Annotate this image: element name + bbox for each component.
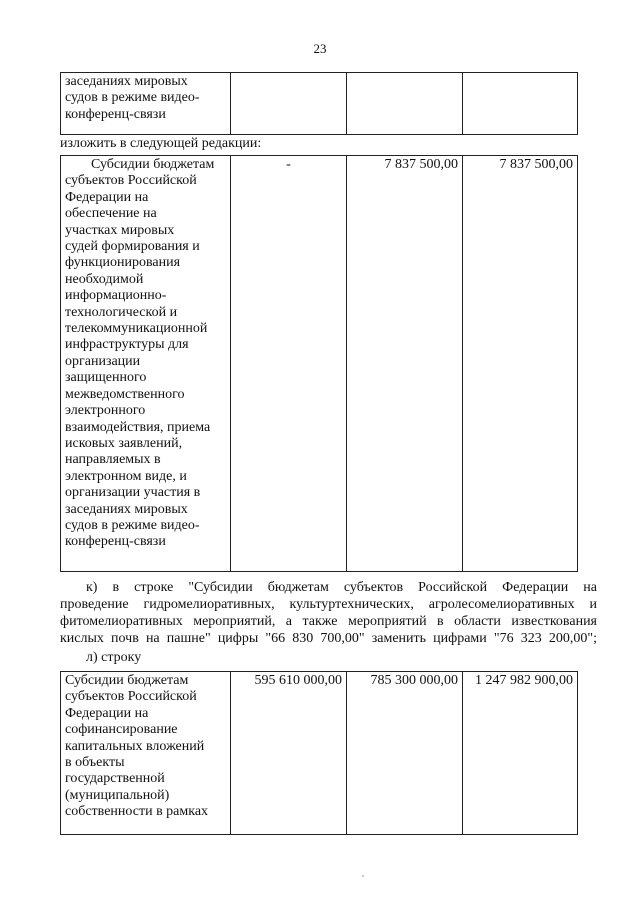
paragraph-line: кислых почв на пашне" цифры "66 830 700,00" заменить цифрами "76 323 200,00"; xyxy=(60,631,597,646)
cell-line: судов в режиме видео- xyxy=(65,517,200,533)
cell-line: государственной xyxy=(65,771,165,787)
cell-line: собственности в рамках xyxy=(65,804,209,820)
instruction-text: изложить в следующей редакции: xyxy=(60,136,262,151)
cell-line: заседаниях мировых xyxy=(65,501,188,517)
table-cell-empty xyxy=(463,73,578,135)
table-cell-empty xyxy=(231,73,347,135)
cell-line: капитальных вложений xyxy=(65,738,205,754)
cell-line: обеспечение на xyxy=(65,206,157,222)
cell-line: необходимой xyxy=(65,271,144,287)
cell-line: судов в режиме видео- xyxy=(65,90,200,106)
table-row xyxy=(61,156,578,572)
cell-line: информационно- xyxy=(65,288,167,304)
table-cell-name xyxy=(61,73,231,135)
cell-line: инфраструктуры для xyxy=(65,337,189,353)
table-cell-name xyxy=(61,156,231,572)
cell-line: телекоммуникационной xyxy=(65,321,208,337)
cell-line: электронном виде, и xyxy=(65,468,187,484)
cell-line: исковых заявлений, xyxy=(65,435,183,451)
paragraph-k xyxy=(60,579,597,647)
table-cell-2020: 7 837 500,00 xyxy=(347,156,463,572)
cell-line: судей формирования и xyxy=(65,239,200,255)
cell-line: субъектов Российской xyxy=(65,689,197,705)
cell-line: участках мировых xyxy=(65,222,175,238)
table-fragment-2 xyxy=(60,155,578,572)
cell-line: межведомственного xyxy=(65,386,185,402)
cell-line: конференц-связи xyxy=(65,534,166,550)
table-fragment-3 xyxy=(60,671,578,835)
page-number: 23 xyxy=(313,41,327,56)
cell-line: конференц-связи xyxy=(65,106,166,122)
cell-line: заседаниях мировых xyxy=(65,74,188,89)
table-cell-name xyxy=(61,672,231,835)
cell-line: технологической и xyxy=(65,304,178,320)
cell-line: субъектов Российской xyxy=(65,173,197,189)
cell-line: организации участия в xyxy=(65,485,201,501)
cell-line: электронного xyxy=(65,403,146,419)
cell-line: Субсидии бюджетам xyxy=(65,673,189,688)
cell-line: взаимодействия, приема xyxy=(65,419,211,435)
scan-speck xyxy=(362,875,364,877)
cell-line: направляемых в xyxy=(65,452,161,468)
cell-line: Федерации на xyxy=(65,189,149,205)
table-cell-2020: 785 300 000,00 xyxy=(347,672,463,835)
table-cell-2021: 7 837 500,00 xyxy=(463,156,578,572)
cell-line: в объекты xyxy=(65,755,125,771)
cell-line: защищенного xyxy=(65,370,147,386)
cell-line: организации xyxy=(65,353,141,369)
table-cell-2019: 595 610 000,00 xyxy=(231,672,347,835)
paragraph-l: л) строку xyxy=(86,650,142,665)
paragraph-line: проведение гидромелиоративных, культуртехнических, агролесомелиоративных и xyxy=(60,597,597,612)
table-row xyxy=(61,672,578,835)
cell-line: (муниципальной) xyxy=(65,787,170,803)
table-cell-2021: 1 247 982 900,00 xyxy=(463,672,578,835)
paragraph-line: к) в строке "Субсидии бюджетам субъектов Российской Федерации на xyxy=(86,580,597,595)
table-cell-2019: - xyxy=(231,156,347,572)
cell-line: софинансирование xyxy=(65,722,178,738)
table-cell-empty xyxy=(347,73,463,135)
cell-line: Субсидии бюджетам xyxy=(91,157,215,172)
cell-line: Федерации на xyxy=(65,705,149,721)
table-fragment-1 xyxy=(60,72,578,135)
cell-line: функционирования xyxy=(65,255,181,271)
paragraph-line: фитомелиоративных мероприятий, а также мероприятий в области известкования xyxy=(60,614,597,629)
table-row xyxy=(61,73,578,135)
